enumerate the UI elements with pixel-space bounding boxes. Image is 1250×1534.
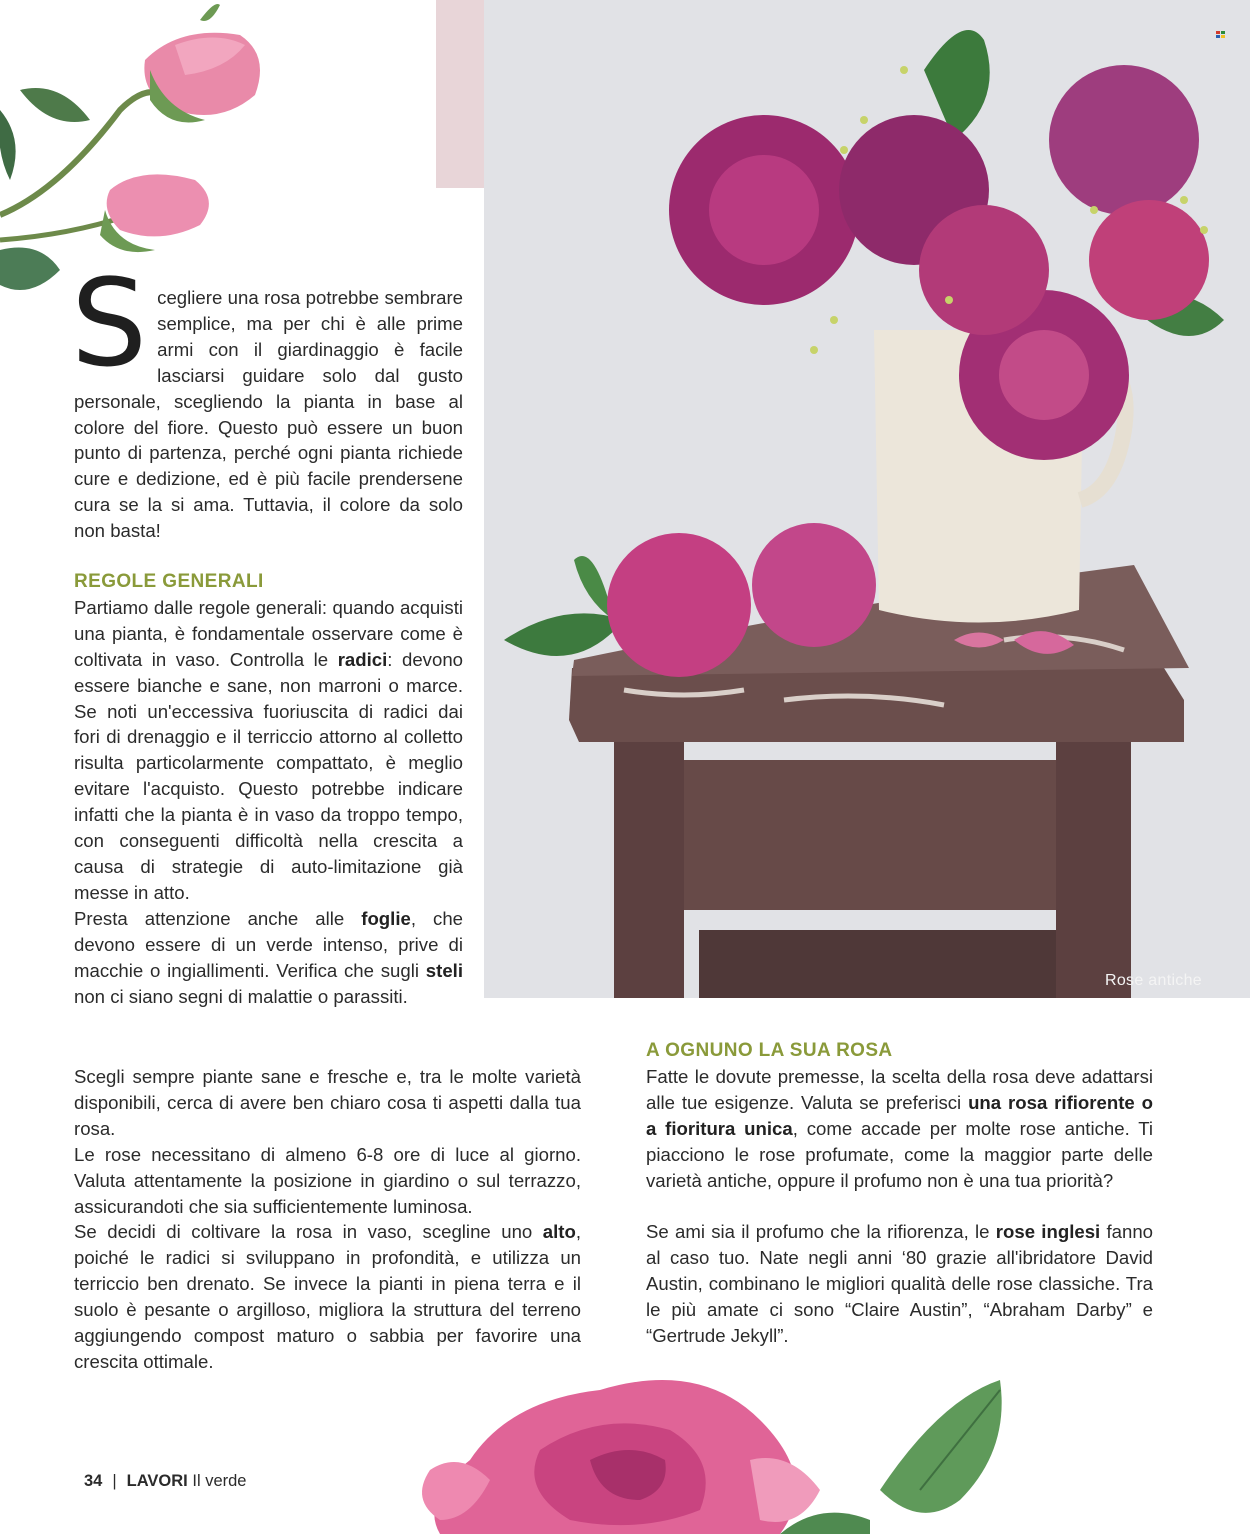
magazine-name: LAVORI — [126, 1472, 188, 1490]
spacer — [646, 1193, 1153, 1219]
paragraph: Le rose necessitano di almeno 6-8 ore di luce al giorno. Valuta attentamente la posizione in giardino o sul terrazzo, assicurandoti che sia sufficientemente luminosa. — [74, 1143, 581, 1217]
section-heading: REGOLE GENERALI — [74, 571, 264, 592]
rose-photo-illustration — [484, 0, 1250, 998]
paragraph: Scegli sempre piante sane e fresche e, tra le molte varietà disponibili, cerca di avere ben chiaro cosa ti aspetti dalla tua rosa. — [74, 1066, 581, 1139]
section-regole-generali-continued — [74, 1064, 581, 1375]
intro-paragraph — [71, 255, 463, 544]
paragraph: Fatte le dovute premesse, la scelta della rosa deve adattarsi alle tue esigenze. Valuta se preferisci una rosa rifiorente o a fioritura unica, come accade per molte rose antiche. Ti piacciono le rose profumate, come la maggior parte delle varietà antiche, oppure il profumo non è una tua priorità? — [646, 1065, 1153, 1191]
paragraph: Se decidi di coltivare la rosa in vaso, scegline uno alto, poiché le radici si sviluppano in profondità, e utilizza un terriccio ben drenato. Se invece la pianti in piena terra e il suolo è pesante o argilloso, migliora la struttura del terreno aggiungendo compost maturo o sabbia per favorire una crescita ottimale. — [74, 1221, 581, 1372]
rose-illustration — [400, 1360, 1020, 1534]
paragraph: Se ami sia il profumo che la rifiorenza, le rose inglesi fanno al caso tuo. Nate negli anni ‘80 grazie all'ibridatore David Austin, combinano le migliori qualità delle rose classiche. Tra le più amate ci sono “Claire Austin”, “Abraham Darby” e “Gertrude Jekyll”. — [646, 1221, 1154, 1347]
paragraph: Partiamo dalle regole generali: quando acquisti una pianta, è fondamentale osservare come è coltivata in vaso. Controlla le radici: devono essere bianche e sane, non marroni o marce. Se noti un'eccessiva fuoriuscita di radici dai fori di drenaggio e il terriccio attorno al colletto risulta particolarmente compattato, è meglio evitare l'acquisto. Questo potrebbe indicare infatti che la pianta è in vaso da troppo tempo, con conseguenti difficoltà nella crescita a causa di strategie di auto-limitazione già messe in atto. — [74, 596, 463, 903]
accent-band — [436, 0, 484, 188]
paragraph: Presta attenzione anche alle foglie, che devono essere di un verde intenso, prive di macchie o ingiallimenti. Verifica che sugli steli non ci siano segni di malattie o parassiti. — [74, 907, 464, 1007]
section-a-ognuno-la-sua-rosa — [646, 1038, 1153, 1349]
page-number: 34 — [84, 1472, 103, 1490]
page-footer — [84, 1472, 246, 1491]
magazine-section: Il verde — [192, 1472, 247, 1490]
photo-rose-antiche — [484, 0, 1250, 998]
section-heading: A OGNUNO LA SUA ROSA — [646, 1040, 893, 1061]
intro-text: cegliere una rosa potrebbe sembrare semplice, ma per chi è alle prime armi con il giardinaggio è facile lasciarsi guidare solo dal gusto personale, scegliendo la pianta in base al colore del fiore. Questo può essere un buon punto di partenza, perché ogni pianta richiede cure e dedizione, ed è più facile prendersene cura se la si ama. Tuttavia, il colore da solo non basta! — [74, 287, 463, 542]
section-regole-generali — [74, 569, 463, 1009]
footer-separator: | — [112, 1472, 117, 1490]
publisher-logo-icon — [1216, 31, 1225, 38]
photo-caption: Rose antiche — [1105, 972, 1202, 989]
dropcap: S — [71, 255, 148, 394]
